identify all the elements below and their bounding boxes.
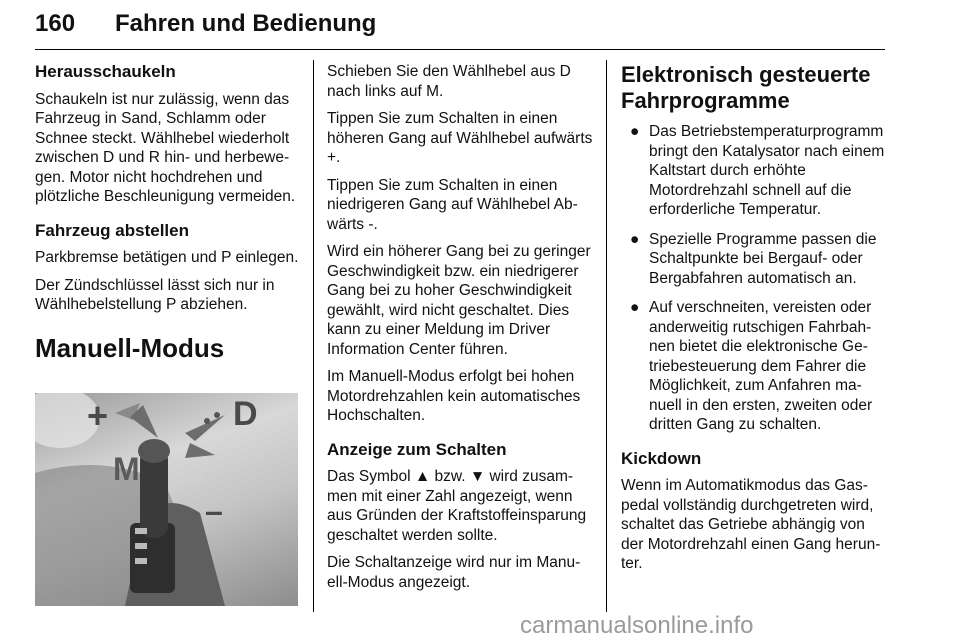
paragraph-kickdown: Wenn im Automatikmodus das Gaspedal vollständig durchgetreten wird, schaltet das Getriebe abhängig von der Motordrehzahl einen Gang herunter. — [621, 477, 881, 572]
paragraph-parkbremse: Parkbremse betätigen und P einlegen. — [35, 249, 299, 266]
heading-kickdown: Kickdown — [621, 448, 702, 468]
bullet-icon: ● — [630, 299, 640, 316]
page-header — [35, 6, 885, 46]
list-item — [621, 122, 887, 220]
paragraph-runterschalten: Tippen Sie zum Schalten in einen niedrigeren Gang auf Wählhebel Abwärts -. — [327, 176, 578, 233]
chapter-title: Fahren und Bedienung — [115, 10, 377, 37]
paragraph-schieben: Schieben Sie den Wählhebel aus D nach links auf M. — [327, 63, 571, 100]
list-item-text: Das Betriebstemperaturprogramm bringt den Katalysator nach einem Kaltstart durch erhöhte Motordrehzahl schnell auf die erforderliche Temperatur. — [649, 123, 885, 218]
list-item — [621, 298, 887, 435]
bullet-icon: ● — [630, 123, 640, 140]
heading-elektronische-fahrprogramme: Elektronisch gesteuerte Fahrprogramme — [621, 62, 871, 113]
column-3 — [621, 62, 887, 582]
figure-label-plus: + — [87, 395, 109, 436]
paragraph-symbol: Das Symbol ▲ bzw. ▼ wird zusammen mit einer Zahl angezeigt, wenn aus Gründen der Kraftstoffeinsparung geschaltet werden sollte. — [327, 468, 587, 544]
list-item-text: Auf verschneiten, vereisten oder anderweitig rutschigen Fahrbahnen bietet die elektronische Getriebesteuerung dem Fahrer die Möglichkeit, zum Anfahren manuell in den ersten, zweiten oder dritten Gang zu schalten. — [649, 299, 873, 433]
gear-lever-illustration — [35, 393, 298, 606]
column-divider-2 — [606, 60, 607, 612]
figure-label-M: M — [113, 451, 140, 487]
heading-herausschaukeln: Herausschaukeln — [35, 62, 176, 81]
figure-label-minus: – — [205, 493, 223, 529]
column-1 — [35, 62, 301, 376]
column-divider-1 — [313, 60, 314, 612]
heading-fahrzeug-abstellen: Fahrzeug abstellen — [35, 220, 189, 240]
heading-anzeige-zum-schalten: Anzeige zum Schalten — [327, 439, 507, 459]
watermark-text: carmanualsonline.info — [520, 612, 754, 639]
header-rule — [35, 49, 885, 50]
list-item-text: Spezielle Programme passen die Schaltpunkte bei Bergauf- oder Bergabfahren automatisch an. — [649, 230, 877, 287]
paragraph-zuendschluessel: Der Zündschlüssel lässt sich nur in Wählhebelstellung P abziehen. — [35, 276, 275, 313]
bullet-icon: ● — [630, 230, 640, 248]
list-item — [621, 230, 887, 289]
fahrprogramme-list — [621, 122, 887, 435]
paragraph-kein-hochschalten: Im Manuell-Modus erfolgt bei hohen Motordrehzahlen kein automatisches Hochschalten. — [327, 368, 581, 424]
paragraph-gangwahl: Wird ein höherer Gang bei zu geringer Geschwindigkeit bzw. ein niedrigerer Gang bei zu hoher Geschwindigkeit gewählt, wird nicht geschaltet. Dies kann zu einer Meldung im Driver Information Center führen. — [327, 243, 591, 358]
column-2 — [327, 62, 593, 600]
paragraph-hochschalten: Tippen Sie zum Schalten in einen höheren Gang auf Wählhebel aufwärts +. — [327, 110, 593, 166]
gear-lever-drawing — [35, 393, 298, 606]
figure-label-D: D — [233, 395, 258, 433]
page-number: 160 — [35, 10, 76, 37]
paragraph-schaltanzeige: Die Schaltanzeige wird nur im Manuell-Modus angezeigt. — [327, 554, 581, 591]
paragraph-schaukeln: Schaukeln ist nur zulässig, wenn das Fahrzeug in Sand, Schlamm oder Schnee steckt. Wählhebel wiederholt zwischen D und R hin- und herbewegen. Motor nicht hochdrehen und plötzliche Beschleunigung vermeiden. — [35, 90, 296, 205]
heading-manuell-modus: Manuell-Modus — [35, 332, 225, 363]
